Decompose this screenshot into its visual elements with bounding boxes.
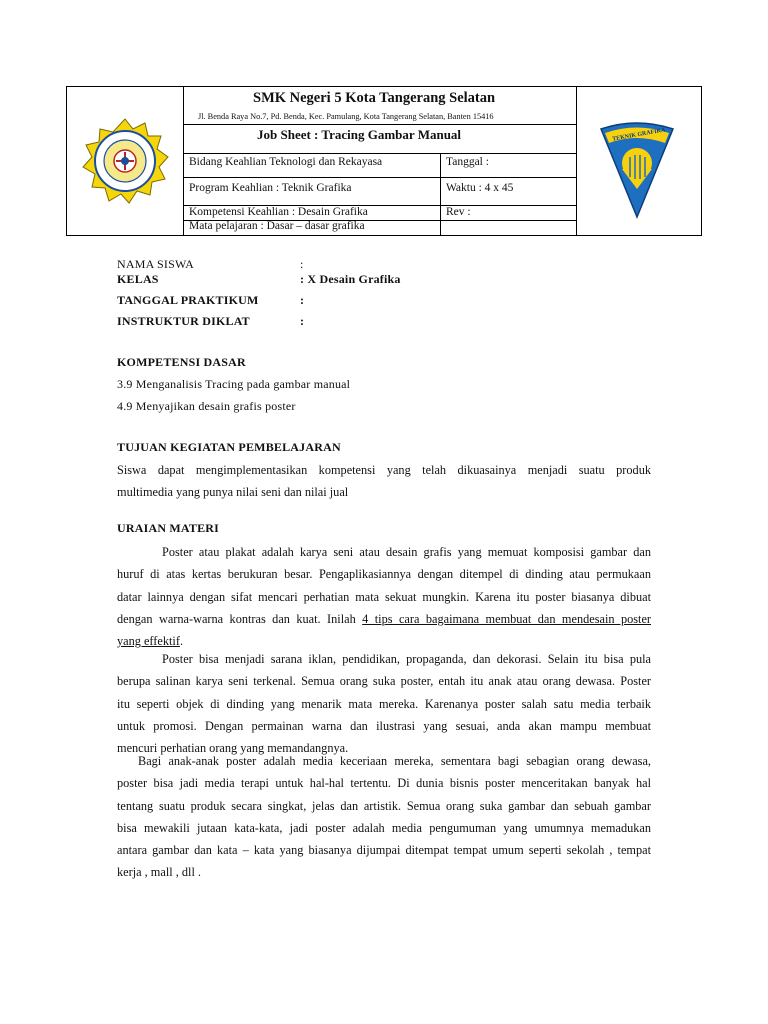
value-kelas: : X Desain Grafika xyxy=(300,272,401,286)
kompetensi-item: 4.9 Menyajikan desain grafis poster xyxy=(117,399,296,413)
text-line: untuk promosi. Dengan permainan warna dan ilustrasi yang sesuai, anda akan mampu membuat xyxy=(117,718,651,733)
value-instruktur: : xyxy=(300,314,305,328)
poster-tips-link-cont[interactable]: yang effektif xyxy=(117,634,180,649)
row-bidang: Bidang Keahlian Teknologi dan Rekayasa xyxy=(189,156,383,168)
text-line: mencuri perhatian orang yang memandangnya. xyxy=(117,741,349,756)
text-line: multimedia yang punya nilai seni dan nilai jual xyxy=(117,485,349,500)
divider xyxy=(183,153,576,154)
divider xyxy=(183,87,184,235)
heading-uraian: URAIAN MATERI xyxy=(117,521,220,535)
text-line: antara gambar dan kata – kata yang biasanya dijumpai ditempat tempat umum seperti sekolah , tempat xyxy=(117,843,651,858)
school-address: Jl. Benda Raya No.7, Pd. Benda, Kec. Pamulang, Kota Tangerang Selatan, Banten 15416 xyxy=(198,112,494,121)
school-name: SMK Negeri 5 Kota Tangerang Selatan xyxy=(253,90,496,106)
row-kompetensi: Kompetensi Keahlian : Desain Grafika xyxy=(189,206,368,218)
paragraph-1 xyxy=(117,541,651,652)
divider xyxy=(183,124,576,125)
text-line: Poster bisa menjadi sarana iklan, pendidikan, propaganda, dan dekorasi. Selain itu bisa pula xyxy=(162,652,651,666)
text-line: itu seperti objek di dinding yang menarik mata mereka. Karenanya poster salah satu media terbaik xyxy=(117,696,651,711)
row-program: Program Keahlian : Teknik Grafika xyxy=(189,182,352,194)
logo-text: TEKNIK GRAFIKA xyxy=(611,127,666,143)
text-line: huruf di atas kertas berukuran besar. Pengaplikasiannya dengan ditempel di dinding atau permukaan xyxy=(117,567,651,582)
divider xyxy=(576,87,577,235)
row-waktu: Waktu : 4 x 45 xyxy=(446,182,514,194)
text-line: poster bisa jadi media terapi untuk hal-hal tertentu. Di dunia bisnis poster menceritakan banyak hal xyxy=(117,776,651,791)
label-nama-siswa: NAMA SISWA xyxy=(117,257,195,271)
heading-kompetensi: KOMPETENSI DASAR xyxy=(117,355,246,369)
text-line: Poster atau plakat adalah karya seni atau desain grafis yang memuat komposisi gambar dan xyxy=(162,545,651,559)
text-line: bisa mewakili jutaan kata-kata, jadi poster adalah media pengumuman yang umumnya memadukan xyxy=(117,820,651,835)
text-segment: dengan warna-warna kontras dan kuat. Inilah xyxy=(117,611,363,626)
row-tanggal: Tanggal : xyxy=(446,156,489,168)
row-mapel: Mata pelajaran : Dasar – dasar grafika xyxy=(189,220,365,232)
poster-tips-link[interactable]: 4 tips cara bagaimana membuat dan mendesain poster xyxy=(362,611,651,626)
text-line xyxy=(117,608,651,630)
divider xyxy=(440,153,441,235)
text-line: kerja , mall , dll . xyxy=(117,865,202,880)
paragraph-3 xyxy=(117,750,651,884)
text-segment: . xyxy=(179,634,184,649)
header-table xyxy=(66,86,702,236)
value-tanggal-praktikum: : xyxy=(300,293,305,307)
school-logo xyxy=(81,117,169,205)
tujuan-paragraph xyxy=(117,459,651,504)
label-instruktur: INSTRUKTUR DIKLAT xyxy=(117,314,250,328)
label-tanggal-praktikum: TANGGAL PRAKTIKUM xyxy=(117,293,259,307)
paragraph-2 xyxy=(117,648,651,759)
job-sheet-title: Job Sheet : Tracing Gambar Manual xyxy=(257,127,462,142)
text-line: Siswa dapat mengimplementasikan kompetensi yang telah dikuasainya menjadi suatu produk xyxy=(117,463,651,477)
row-rev: Rev : xyxy=(446,206,471,218)
kompetensi-item: 3.9 Menganalisis Tracing pada gambar manual xyxy=(117,377,351,391)
divider xyxy=(183,177,576,178)
text-line: berupa salinan karya seni terkenal. Semua orang suka poster, entah itu anak atau orang dewasa. Poster xyxy=(117,674,651,689)
heading-tujuan: TUJUAN KEGIATAN PEMBELAJARAN xyxy=(117,440,341,454)
label-kelas: KELAS xyxy=(117,272,159,286)
text-line: datar lainnya dengan sifat mencari perhatian mata sekuat mungkin. Karena itu poster biasanya dibuat xyxy=(117,589,651,604)
text-line: tentang suatu produk secara singkat, jelas dan artistik. Semua orang suka gambar dan sebuah gambar xyxy=(117,798,651,813)
value-nama-siswa: : xyxy=(300,257,304,271)
text-line: Bagi anak-anak poster adalah media keceriaan mereka, sementara bagi sebagian orang dewasa, xyxy=(138,754,651,768)
